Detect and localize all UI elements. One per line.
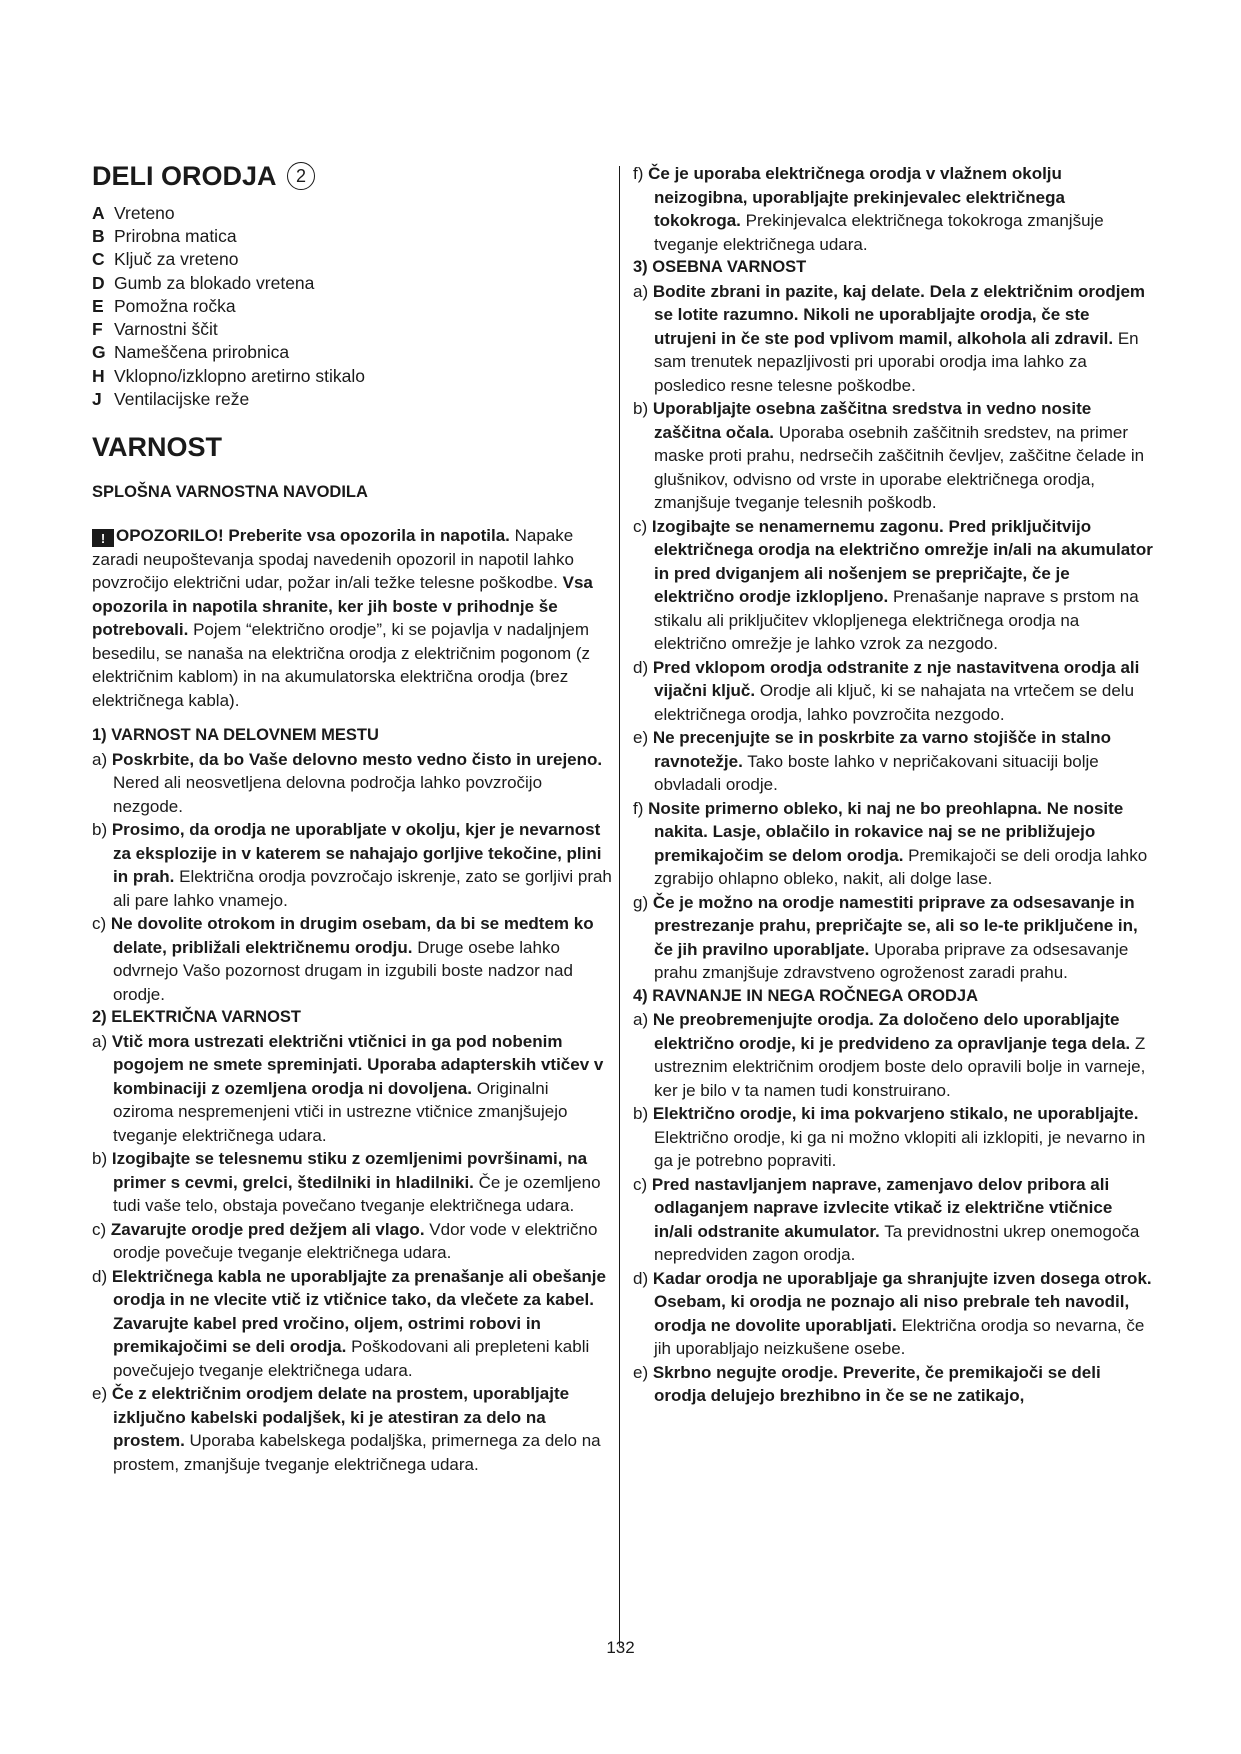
list-item: E Pomožna ročka [92,295,236,316]
list-item: a) Ne preobremenjujte orodja. Za določeno delo uporabljajte električno orodje, ki je predvideno za opravljanje tega dela. Z ustreznim električnim orodjem boste delo opravili bolje in varneje, ker je bilo v ta namen tudi konstruirano. [633,1010,1146,1100]
list-item: c) Zavarujte orodje pred dežjem ali vlago. Vdor vode v električno orodje povečuje tveganje električnega udara. [92,1219,598,1263]
list-item: c) Ne dovolite otrokom in drugim osebam, da bi se medtem ko delate, približali električnemu orodju. Druge osebe lahko odvrnejo Vašo pozornost drugam in izgubili boste nadzor nad orodje. [92,914,594,1004]
list-item: F Varnostni ščit [92,319,218,340]
list-item: a) Poskrbite, da bo Vaše delovno mesto vedno čisto in urejeno. Nered ali neosvetljena delovna področja lahko povzročijo nezgode. [92,749,603,816]
left-column [92,162,612,1476]
warning-paragraph: ! OPOZORILO! Preberite vsa opozorila in napotila. Napake zaradi neupoštevanja spodaj navedenih opozoril in napotil lahko povzročijo električni udar, požar in/ali težke telesne poškodbe. Vsa opozorila in napotila shranite, ker jih boste v prihodnje še potrebovali. Pojem “električno orodje”, ki se pojavlja v nadaljnjem besedilu, se nanaša na električna orodja z električnim pogonom (z električnim kablom) in na akumulatorska električna orodja (brez električnega kabla). [92,526,593,710]
list-item: d) Kadar orodja ne uporabljaje ga shranjujte izven dosega otrok. Osebam, ki orodja ne poznajo ali niso prebrale teh navodil, orodja ne dovolite uporabljati. Električna orodja so nevarna, če jih uporabljajo neizkušene osebe. [633,1268,1152,1358]
list-item: G Nameščena prirobnica [92,342,290,363]
right-column [633,162,1153,1408]
list-item: H Vklopno/izklopno aretirno stikalo [92,365,365,386]
section-heading: 4) RAVNANJE IN NEGA ROČNEGA ORODJA [633,986,979,1005]
list-item: c) Izogibajte se nenamernemu zagonu. Pred priključitvijo električnega orodja na električno omrežje in/ali na akumulator in pred dviganjem ali nošenjem se prepričajte, če je električno orodje izklopljeno. Prenašanje naprave s prstom na stikalu ali priključitev vklopljenega električnega orodja na električno omrežje je lahko vzrok za nezgodo. [633,516,1153,653]
safety-title: VARNOST [92,432,223,463]
figure-ref-badge: 2 [287,162,315,190]
list-item: B Prirobna matica [92,225,237,246]
list-item: e) Skrbno negujte orodje. Preverite, če premikajoči se deli orodja delujejo brezhibno in če se ne zatikajo, [633,1362,1101,1405]
section-heading: 1) VARNOST NA DELOVNEM MESTU [92,726,379,745]
list-item: a) Bodite zbrani in pazite, kaj delate. Dela z električnim orodjem se lotite razumno. Nikoli ne uporabljajte orodja, če ste utrujeni in če ste pod vplivom mamil, alkohola ali zdravil. En sam trenutek nepazljivosti pri uporabi orodja ima lahko za posledico resne telesne poškodbe. [633,281,1146,395]
list-item: C Ključ za vreteno [92,249,239,270]
list-item: b) Električno orodje, ki ima pokvarjeno stikalo, ne uporabljajte. Električno orodje, ki ga ni možno vklopiti ali izklopiti, je nevarno in ga je potrebno popraviti. [633,1104,1146,1170]
list-item: b) Uporabljajte osebna zaščitna sredstva in vedno nosite zaščitna očala. Uporaba osebnih zaščitnih sredstev, na primer maske proti prahu, nedrsečih zaščitnih čevljev, zaščitne čelade in glušnikov, odvisno od vrste in uporabe električnega orodja, zmanjšuje tveganje telesnih poškodb. [633,399,1145,512]
section-heading: 2) ELEKTRIČNA VARNOST [92,1008,302,1027]
list-item: c) Pred nastavljanjem naprave, zamenjavo delov pribora ali odlaganjem naprave izvlecite vtikač iz električne vtičnice in/ali odstranite akumulator. Ta previdnostni ukrep onemogoča nepredviden zagon orodja. [633,1174,1140,1264]
section-heading: 3) OSEBNA VARNOST [633,258,807,276]
list-item: D Gumb za blokado vretena [92,272,315,293]
list-item: g) Če je možno na orodje namestiti priprave za odsesavanje in prestrezanje prahu, prepričajte se, ali so le-te priključene in, če jih pravilno uporabljate. Uporaba priprave za odsesavanje prahu zmanjšuje zdravstveno ogroženost zaradi prahu. [633,892,1138,982]
list-item: f) Če je uporaba električnega orodja v vlažnem okolju neizogibna, uporabljajte prekinjevalec električnega tokokroga. Prekinjevalca električnega tokokroga zmanjšuje tveganje električnega udara. [633,164,1104,254]
list-item: J Ventilacijske reže [92,389,250,410]
parts-list [92,202,612,412]
list-item: a) Vtič mora ustrezati električni vtičnici in ga pod nobenim pogojem ne smete spreminjati. Uporaba adapterskih vtičev v kombinaciji z ozemljena orodja ni dovoljena. Originalni oziroma nespremenjeni vtiči in ustrezne vtičnice zmanjšujejo tveganje električnega udara. [92,1031,604,1145]
warning-triangle-icon: ! [92,529,114,547]
list-item: e) Ne precenjujte se in poskrbite za varno stojišče in stalno ravnotežje. Tako boste lahko v nepričakovani situaciji bolje obvladali orodje. [633,728,1112,794]
page-number: 132 [606,1638,635,1657]
column-divider [619,166,620,1646]
list-item: b) Izogibajte se telesnemu stiku z ozemljenimi površinami, na primer s cevmi, grelci, štedilniki in hladilniki. Če je ozemljeno tudi vaše telo, obstaja povečano tveganje električnega udara. [92,1149,601,1216]
list-item: A Vreteno [92,202,175,223]
list-item: d) Pred vklopom orodja odstranite z nje nastavitvena orodja ali vijačni ključ. Orodje ali ključ, ki se nahajata na vrtečem se delu električnega orodja, lahko povzročita nezgodo. [633,657,1140,724]
list-item: b) Prosimo, da orodja ne uporabljate v okolju, kjer je nevarnost za eksplozije in v katerem se nahajajo gorljive tekočine, plini in prah. Električna orodja povzročajo iskrenje, zato se gorljivi prah ali pare lahko vnamejo. [92,820,612,910]
general-safety-heading: SPLOŠNA VARNOSTNA NAVODILA [92,483,368,502]
list-item: e) Če z električnim orodjem delate na prostem, uporabljajte izključno kabelski podaljšek, ki je atestiran za delo na prostem. Uporaba kabelskega podaljška, primernega za delo na prostem, zmanjšuje tveganje električnega udara. [92,1384,601,1474]
list-item: d) Električnega kabla ne uporabljajte za prenašanje ali obešanje orodja in ne vlecite vtič iz vtičnice tako, da vlečete za kabel. Zavarujte kabel pred vročino, oljem, ostrimi robovi in premikajočimi se deli orodja. Poškodovani ali prepleteni kabli povečujejo tveganje električnega udara. [92,1266,606,1380]
parts-title: DELI ORODJA 2 [92,162,612,192]
list-item: f) Nosite primerno obleko, ki naj ne bo preohlapna. Ne nosite nakita. Lasje, oblačilo in rokavice naj se ne približujejo premikajočim se delom orodja. Premikajoči se deli orodja lahko zgrabijo ohlapno obleko, nakit, ali dolge lase. [633,798,1148,888]
